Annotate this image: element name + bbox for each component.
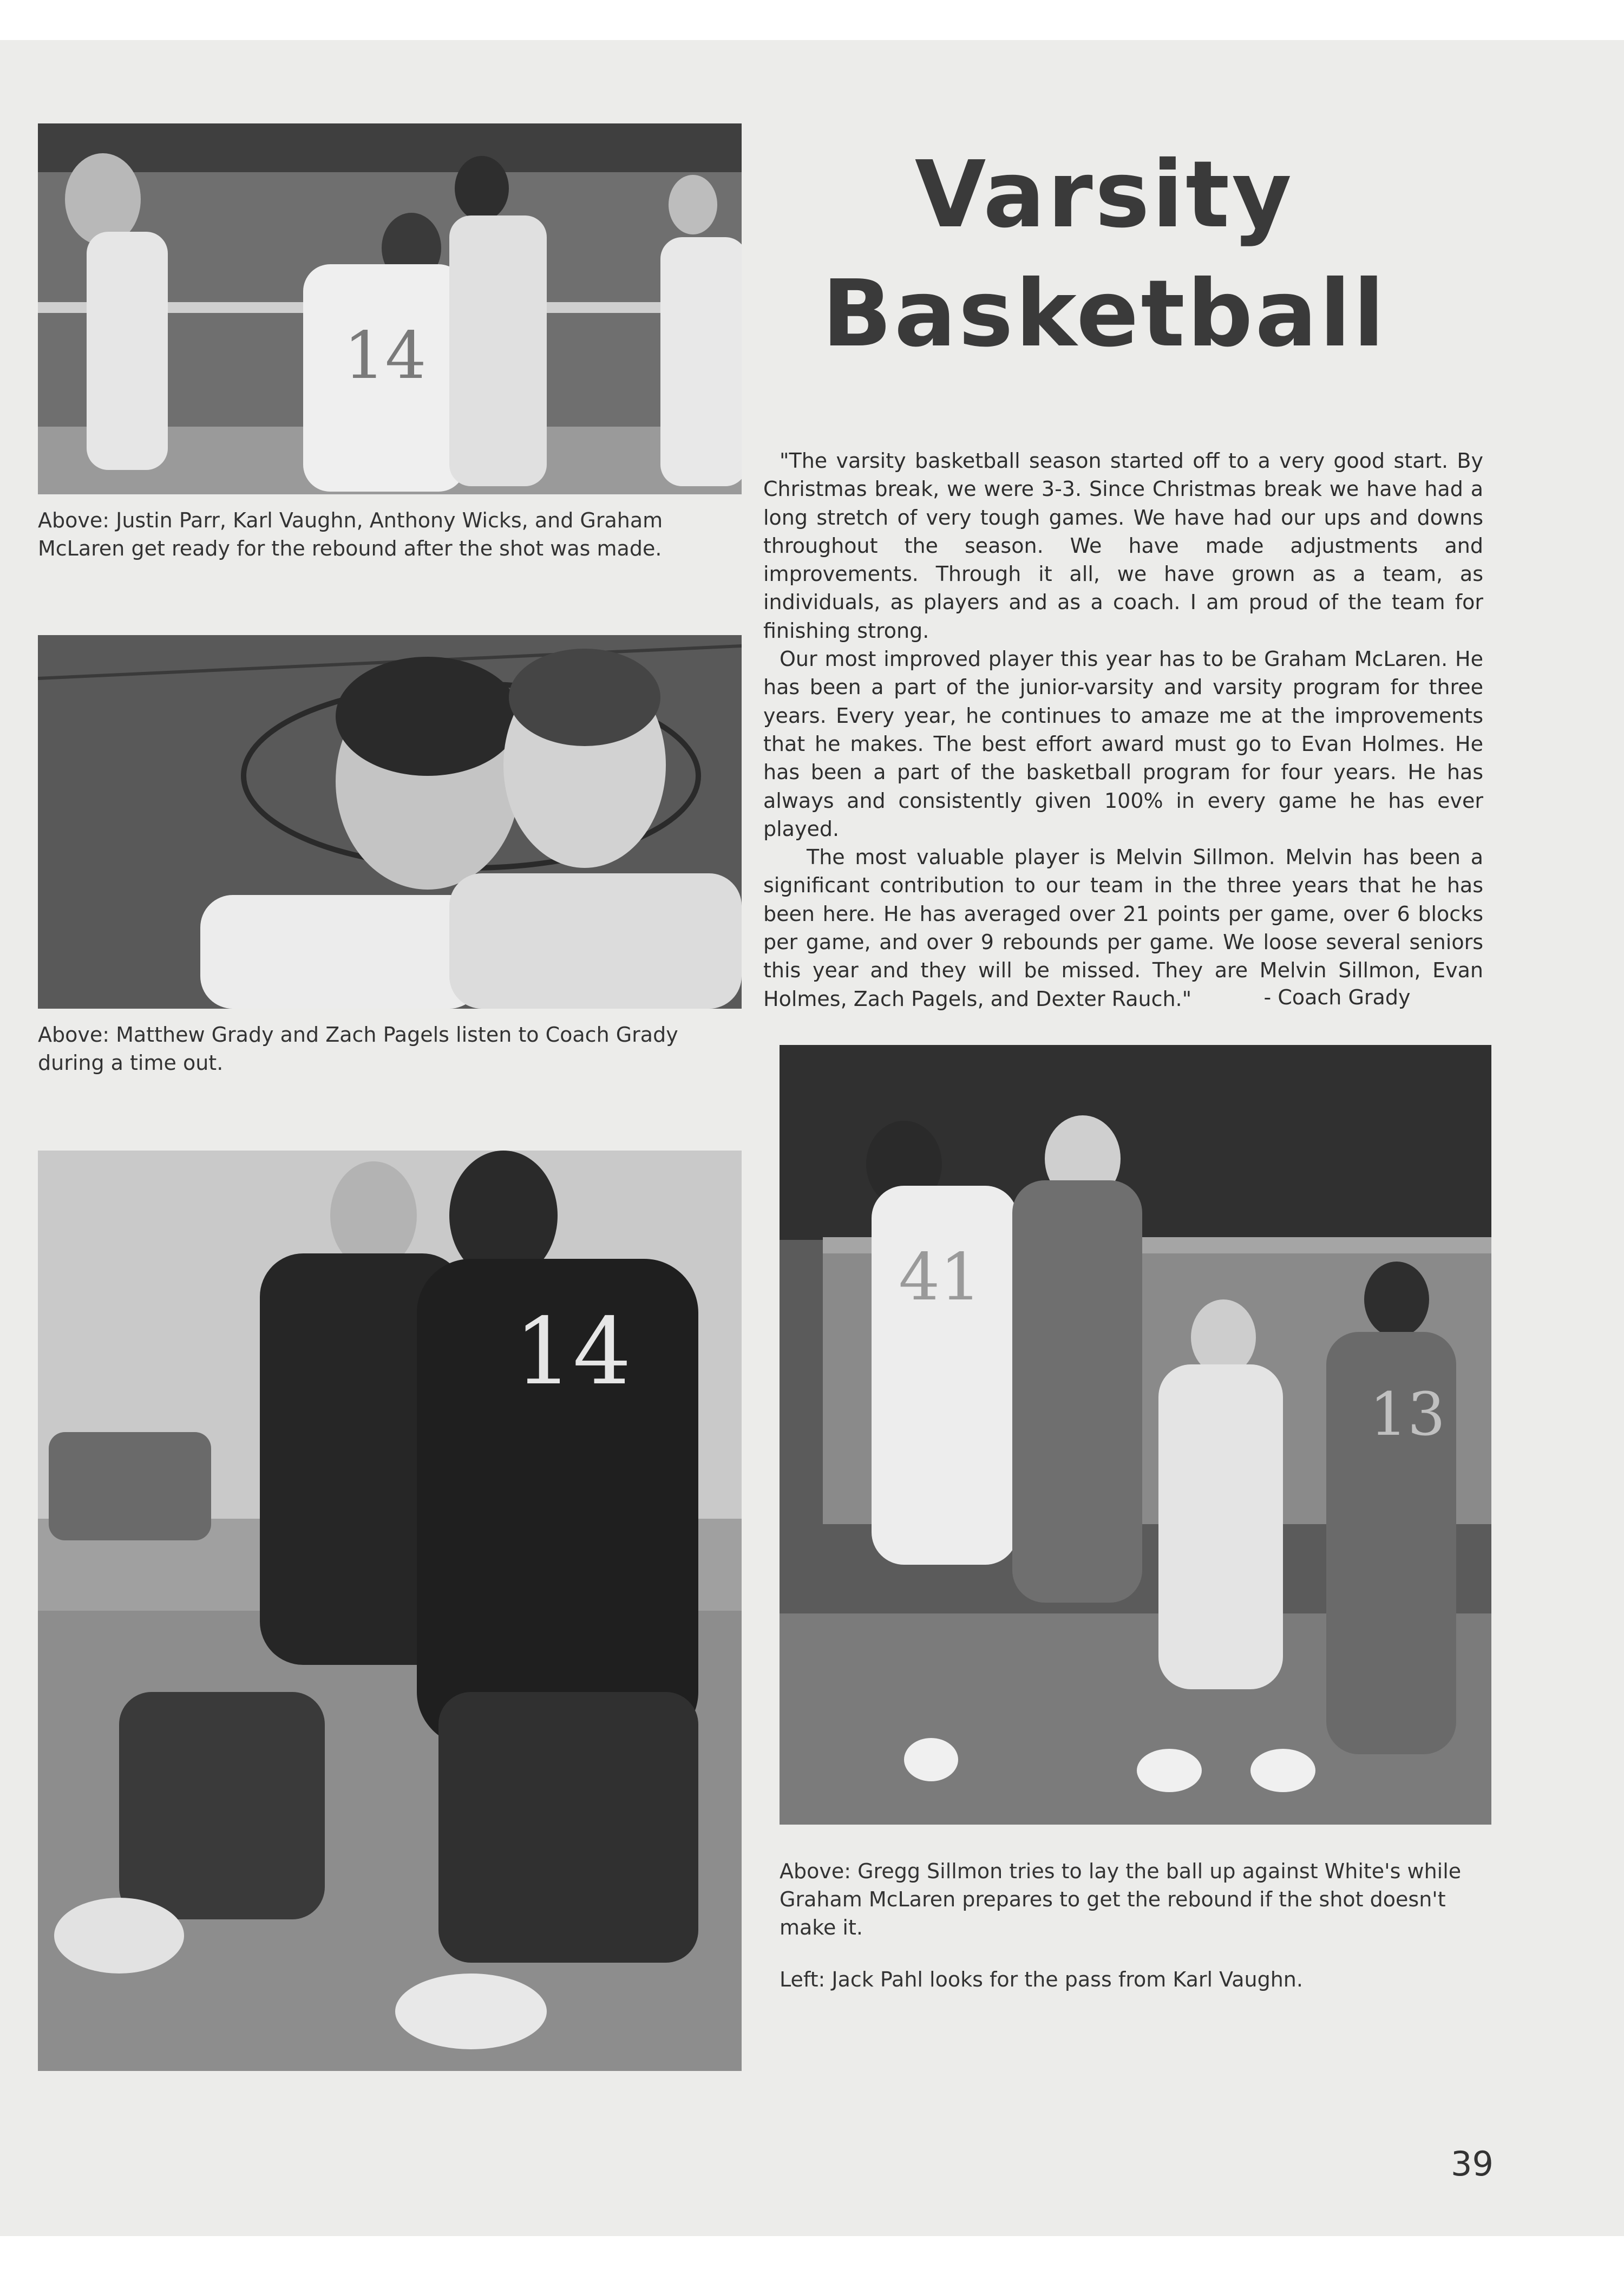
pass-caption: Left: Jack Pahl looks for the pass from Karl Vaughn. (780, 1968, 1303, 1991)
timeout-caption: Above: Matthew Grady and Zach Pagels listen to Coach Grady during a time out. (38, 1023, 678, 1075)
layup-caption: Above: Gregg Sillmon tries to lay the ball up against White's while Graham McLaren prepares to get the rebound if the shot doesn't make it. (780, 1859, 1462, 1939)
page-number: 39 (1451, 2144, 1494, 2184)
coach-article (763, 447, 1483, 1013)
article-signature: - Coach Grady (1263, 985, 1411, 1009)
jersey-number: 14 (514, 1298, 632, 1406)
rebound-caption: Above: Justin Parr, Karl Vaughn, Anthony Wicks, and Graham McLaren get ready for the rebound after the shot was made. (38, 508, 663, 560)
page-top-margin (0, 0, 1624, 40)
page-bottom-margin (0, 2236, 1624, 2274)
layup-photo (780, 1045, 1491, 1825)
article-paragraph: The most valuable player is Melvin Sillmon. Melvin has been a significant contribution to our team in the three years that he has been here. He has averaged over 21 points per game, over 6 blocks per game, and over 9 rebounds per game. We loose several seniors this year and they will be missed. They are Melvin Sillmon, Evan Holmes, Zach Pagels, and Dexter Rauch." (763, 845, 1483, 1011)
rebound-photo (38, 123, 742, 494)
jersey-number: 13 (1370, 1380, 1445, 1449)
article-paragraph: Our most improved player this year has to be Graham McLaren. He has been a part of the junior-varsity and varsity program for three years. Every year, he continues to amaze me at the improvements that he makes. The best effort award must go to Evan Holmes. He has been a part of the basketball program for four years. He has always and consistently given 100% in every game he has ever played. (763, 647, 1483, 841)
timeout-photo (38, 635, 742, 1009)
jersey-number: 14 (344, 318, 427, 394)
pass-photo (38, 1151, 742, 2071)
article-paragraph: "The varsity basketball season started off to a very good start. By Christmas break, we were 3-3. Since Christmas break we have had a long stretch of very tough games. We have had our ups and downs throughout the season. We have made adjustments and improvements. Through it all, we have grown as a team, as individuals, as players and as a coach. I am proud of the team for finishing strong. (763, 449, 1483, 643)
title-line-1: Varsity (914, 141, 1294, 249)
page-title (758, 135, 1451, 374)
jersey-number: 41 (899, 1240, 981, 1315)
title-line-2: Basketball (822, 260, 1387, 368)
